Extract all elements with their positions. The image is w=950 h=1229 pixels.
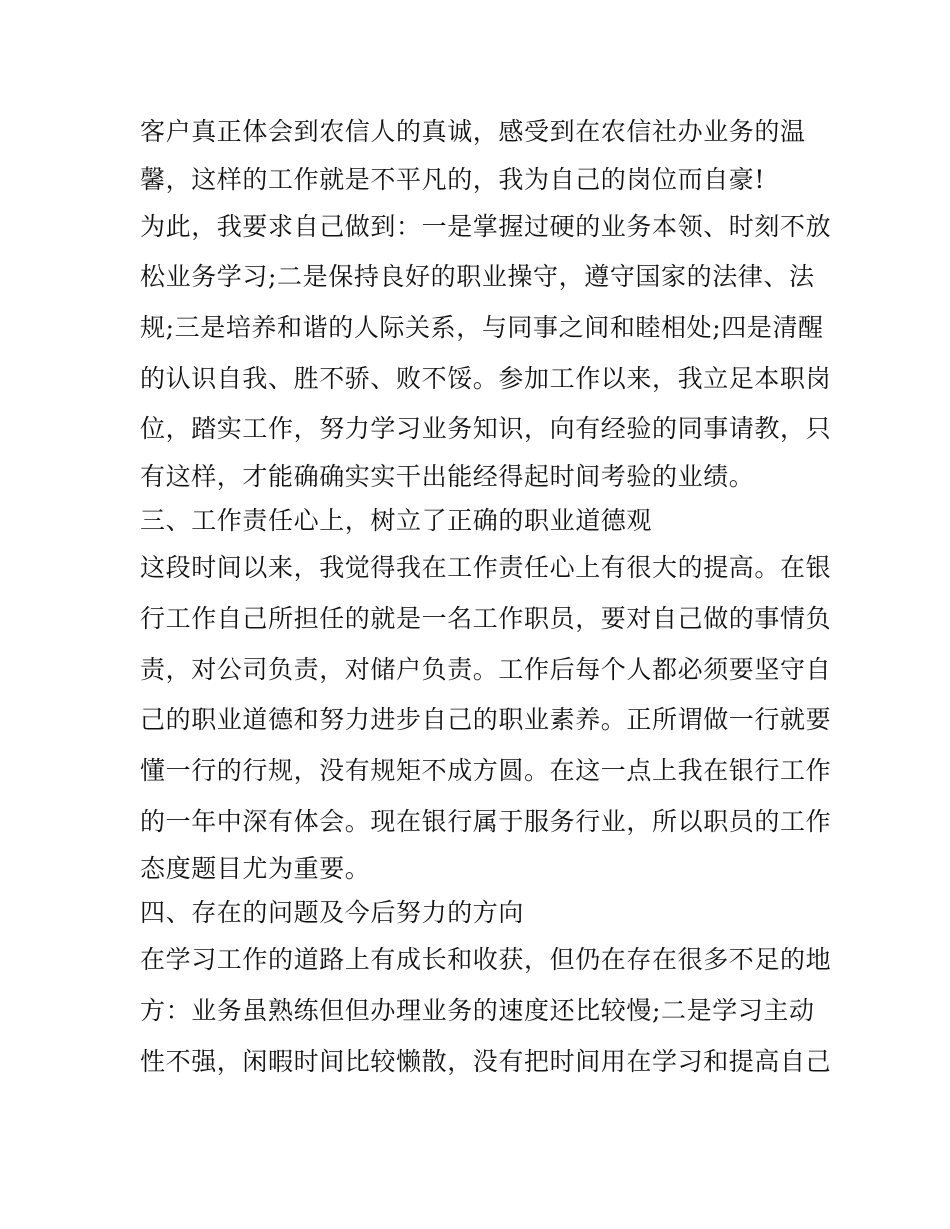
text-line: 松业务学习;二是保持良好的职业操守，遵守国家的法律、法 xyxy=(140,262,815,292)
document-body xyxy=(140,107,832,1087)
text-line: 有这样，才能确确实实干出能经得起时间考验的业绩。 xyxy=(140,462,755,492)
text-line: 懂一行的行规，没有规矩不成方圆。在这一点上我在银行工作 xyxy=(140,755,832,785)
text-line: 行工作自己所担任的就是一名工作职员，要对自己做的事情负 xyxy=(140,603,832,633)
section-heading: 三、工作责任心上，树立了正确的职业道德观 xyxy=(140,506,653,536)
text-line: 这段时间以来，我觉得我在工作责任心上有很大的提高。在银 xyxy=(140,553,832,583)
section-heading: 四、存在的问题及今后努力的方向 xyxy=(140,898,525,928)
text-line: 馨，这样的工作就是不平凡的，我为自己的岗位而自豪! xyxy=(140,164,766,194)
text-line: 的一年中深有体会。现在银行属于服务行业，所以职员的工作 xyxy=(140,806,832,836)
text-line: 己的职业道德和努力进步自己的职业素养。正所谓做一行就要 xyxy=(140,705,832,735)
text-line: 的认识自我、胜不骄、败不馁。参加工作以来，我立足本职岗 xyxy=(140,363,832,393)
text-line: 在学习工作的道路上有成长和收获，但仍在存在很多不足的地 xyxy=(140,945,832,975)
text-line: 方：业务虽熟练但但办理业务的速度还比较慢;二是学习主动 xyxy=(140,995,815,1025)
text-line: 性不强，闲暇时间比较懒散，没有把时间用在学习和提高自己 xyxy=(140,1046,832,1076)
text-line: 规;三是培养和谐的人际关系，与同事之间和睦相处;四是清醒 xyxy=(140,313,824,343)
text-line: 客户真正体会到农信人的真诚，感受到在农信社办业务的温 xyxy=(140,117,806,146)
text-line: 为此，我要求自己做到：一是掌握过硬的业务本领、时刻不放 xyxy=(140,211,832,241)
text-line: 责，对公司负责，对储户负责。工作后每个人都必须要坚守自 xyxy=(140,654,832,684)
text-line: 位，踏实工作，努力学习业务知识，向有经验的同事请教，只 xyxy=(140,414,832,444)
text-line: 态度题目尤为重要。 xyxy=(140,854,371,884)
